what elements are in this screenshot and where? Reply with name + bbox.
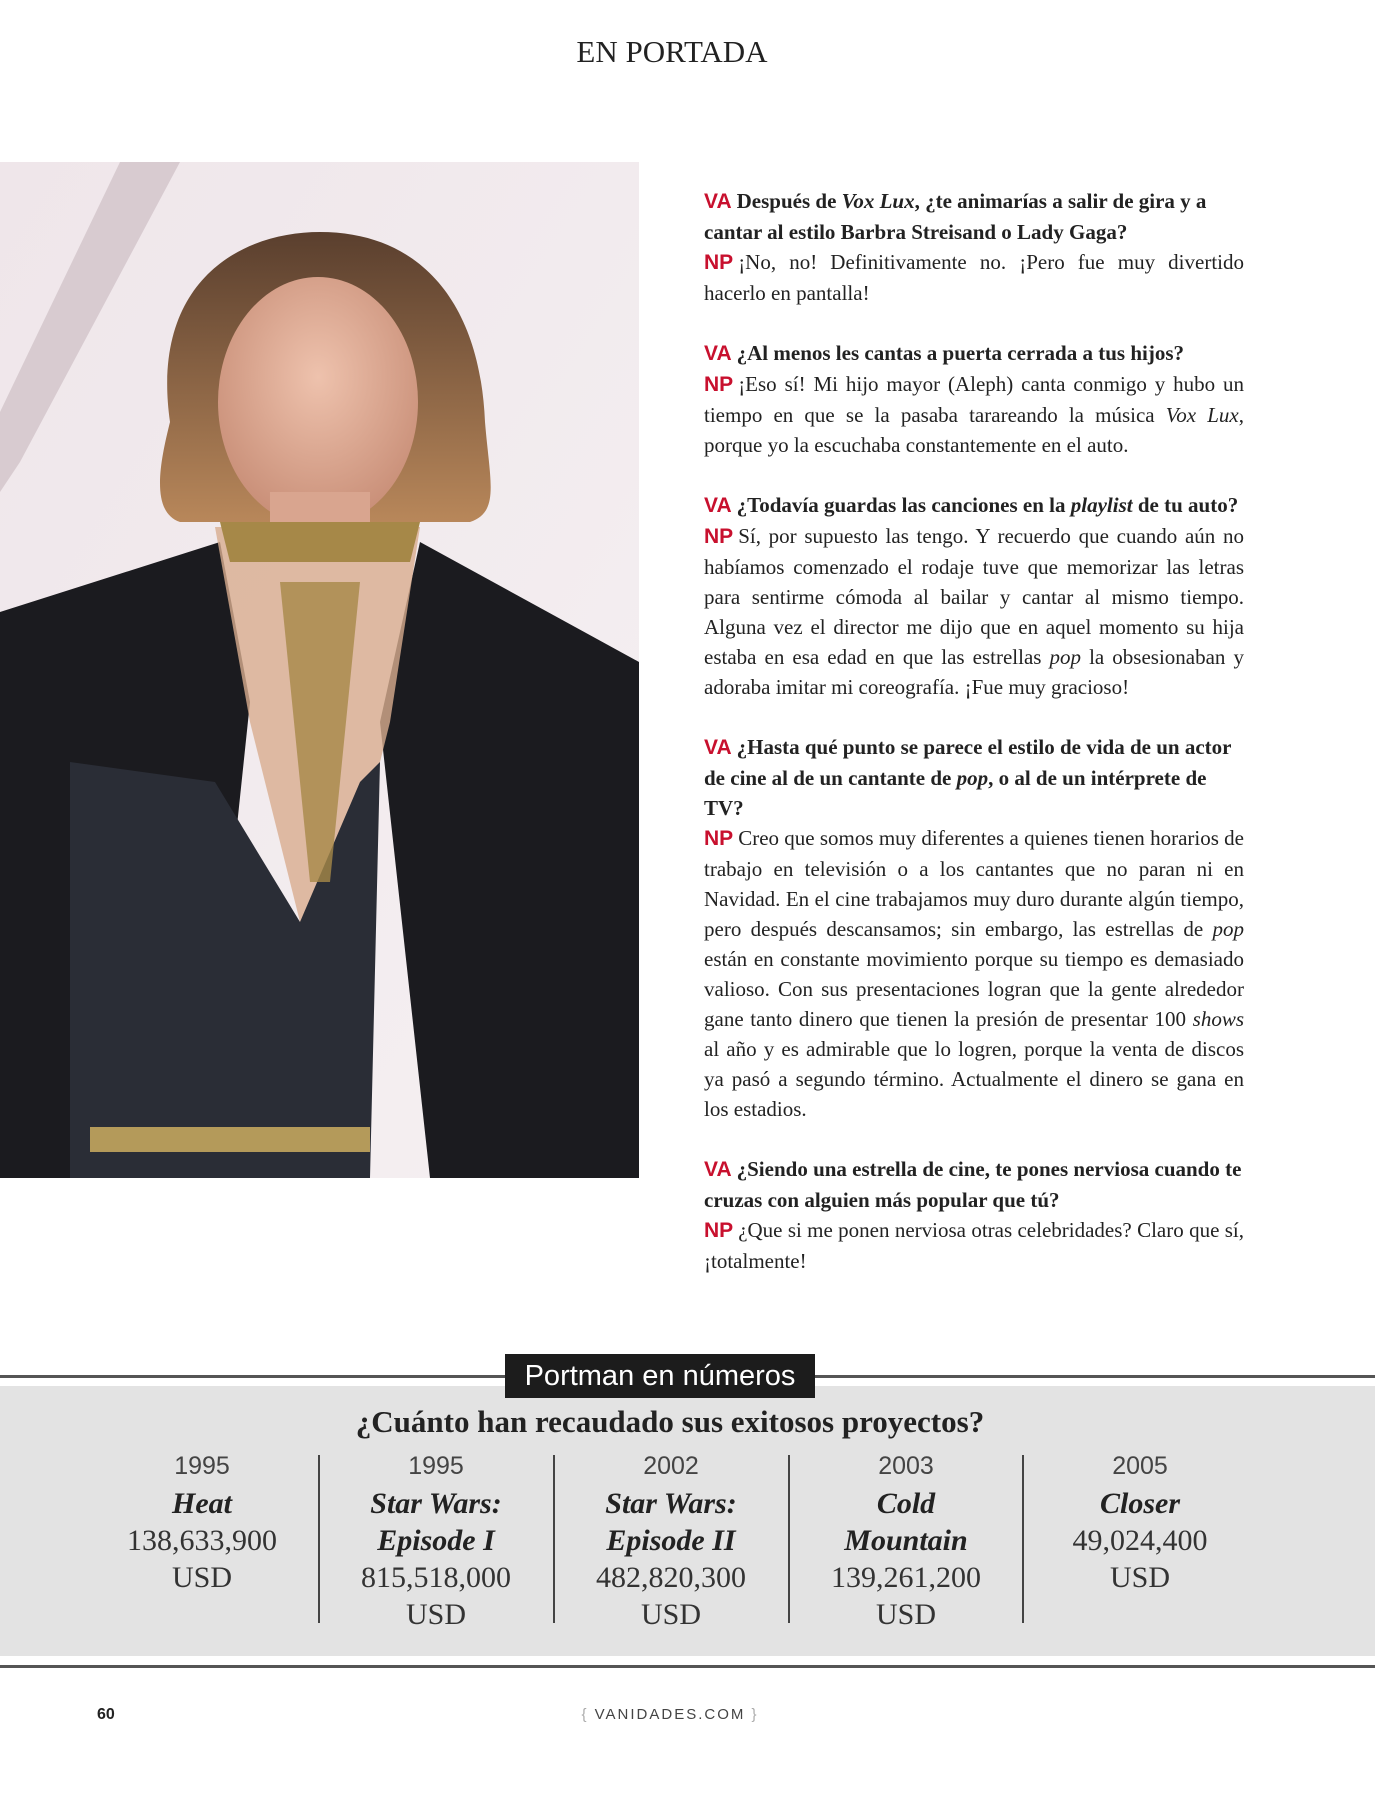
text-segment: ¿Todavía guardas las canciones en la — [736, 493, 1071, 517]
text-segment: Sí, por supuesto las tengo. Y recuerdo que cuando aún no habíamos comenzado el rodaje tuve que memorizar las letras para sentirme cómoda al bailar y cantar al mismo tiempo. Alguna vez el director me dijo que en aquel momento su hija estaba en esa edad en que las estrellas — [704, 524, 1244, 669]
cover-photo — [0, 162, 639, 1178]
question-tag: VA — [704, 494, 732, 517]
text-segment: ¡Eso sí! Mi hijo mayor (Aleph) canta conmigo y hubo un tiempo en que se la pasaba tarareando la música — [704, 372, 1244, 427]
currency: USD — [405, 1598, 466, 1631]
site-name: VANIDADES.COM — [594, 1706, 746, 1723]
amount: 815,518,000 — [361, 1561, 511, 1594]
answer-paragraph — [704, 521, 1244, 702]
text-segment: ¡No, no! Definitivamente no. ¡Pero fue muy divertido hacerlo en pantalla! — [704, 250, 1244, 305]
answer-tag: NP — [704, 251, 734, 274]
qa-block — [704, 186, 1244, 308]
currency: USD — [1109, 1561, 1170, 1594]
question-tag: VA — [704, 342, 732, 365]
text-segment: ¿Siendo una estrella de cine, te pones nerviosa cuando te cruzas con alguien más popular que tú? — [704, 1157, 1242, 1212]
qa-block — [704, 1154, 1244, 1276]
year: 1995 — [174, 1452, 230, 1480]
question-paragraph — [704, 338, 1244, 369]
year: 2002 — [643, 1452, 699, 1480]
numbers-label: Portman en números — [505, 1354, 815, 1398]
italic-text: pop — [956, 766, 989, 790]
numbers-column — [1025, 1448, 1255, 1596]
question-tag: VA — [704, 190, 732, 213]
year: 1995 — [408, 1452, 464, 1480]
qa-block — [704, 732, 1244, 1124]
amount: 49,024,400 — [1072, 1524, 1208, 1557]
answer-tag: NP — [704, 525, 734, 548]
text-segment: están en constante movimiento porque su tiempo es demasiado valioso. Con sus presentaciones logran que la gente alrededor gane tanto dinero que tienen la presión de presentar 100 — [704, 947, 1244, 1031]
question-paragraph — [704, 732, 1244, 823]
brace-close: } — [751, 1706, 759, 1723]
text-segment: Creo que somos muy diferentes a quienes tienen horarios de trabajo en televisión o a los cantantes que no paran ni en Navidad. En el cine trabajamos muy duro durante algún tiempo, pero después descansamos; sin embargo, las estrellas de — [704, 826, 1244, 941]
page-number: 60 — [97, 1706, 115, 1723]
currency: USD — [640, 1598, 701, 1631]
answer-paragraph — [704, 369, 1244, 460]
text-segment: , ¿te animarías a salir de gira y a cantar al estilo Barbra Streisand o Lady Gaga? — [704, 189, 1207, 244]
text-segment: la obsesionaban y adoraba imitar mi coreografía. ¡Fue muy gracioso! — [704, 645, 1244, 699]
question-tag: VA — [704, 736, 732, 759]
interview-text — [704, 186, 1244, 1306]
text-segment: Después de — [736, 189, 842, 213]
section-title: EN PORTADA — [576, 34, 768, 69]
answer-paragraph — [704, 247, 1244, 308]
text-segment: , o al de un intérprete de TV? — [704, 766, 1207, 820]
italic-text: pop — [1212, 917, 1244, 941]
italic-text: shows — [1192, 1007, 1244, 1031]
italic-text: Vox Lux — [1165, 403, 1239, 427]
column-divider — [318, 1455, 320, 1623]
question-paragraph — [704, 186, 1244, 247]
answer-paragraph — [704, 1215, 1244, 1276]
amount: 138,633,900 — [127, 1524, 277, 1557]
movie-title: Closer — [1099, 1487, 1180, 1520]
footer-site — [0, 1706, 1340, 1723]
qa-block — [704, 338, 1244, 460]
text-segment: , porque yo la escuchaba constantemente en el auto. — [704, 403, 1244, 457]
question-paragraph — [704, 490, 1244, 521]
answer-paragraph — [704, 823, 1244, 1124]
movie-title: Cold Mountain — [844, 1487, 968, 1557]
numbers-column — [321, 1448, 551, 1633]
numbers-column — [556, 1448, 786, 1633]
text-segment: de tu auto? — [1132, 493, 1239, 517]
amount: 482,820,300 — [596, 1561, 746, 1594]
movie-title: Star Wars: Episode I — [370, 1487, 502, 1557]
year: 2005 — [1112, 1452, 1168, 1480]
currency: USD — [875, 1598, 936, 1631]
text-segment: ¿Que si me ponen nerviosa otras celebridades? Claro que sí, ¡totalmente! — [704, 1218, 1244, 1273]
italic-text: Vox Lux — [841, 189, 915, 213]
column-divider — [788, 1455, 790, 1623]
italic-text: playlist — [1070, 493, 1133, 517]
question-paragraph — [704, 1154, 1244, 1215]
currency: USD — [171, 1561, 232, 1594]
column-divider — [1022, 1455, 1024, 1623]
year: 2003 — [878, 1452, 934, 1480]
movie-title: Star Wars: Episode II — [605, 1487, 737, 1557]
bottom-rule — [0, 1665, 1375, 1668]
question-tag: VA — [704, 1158, 732, 1181]
answer-tag: NP — [704, 373, 734, 396]
italic-text: pop — [1049, 645, 1082, 669]
text-segment: ¿Al menos les cantas a puerta cerrada a tus hijos? — [736, 341, 1185, 365]
amount: 139,261,200 — [831, 1561, 981, 1594]
answer-tag: NP — [704, 827, 734, 850]
qa-block — [704, 490, 1244, 702]
brace-open: { — [581, 1706, 589, 1723]
numbers-subtitle: ¿Cuánto han recaudado sus exitosos proyectos? — [355, 1404, 985, 1439]
numbers-column — [87, 1448, 317, 1596]
text-segment: ¿Hasta qué punto se parece el estilo de vida de un actor de cine al de un cantante de — [704, 735, 1232, 790]
text-segment: al año y es admirable que lo logren, porque la venta de discos ya pasó a segundo término. Actualmente el dinero se gana en los estadios. — [704, 1037, 1244, 1121]
numbers-column — [791, 1448, 1021, 1633]
column-divider — [553, 1455, 555, 1623]
movie-title: Heat — [172, 1487, 232, 1520]
answer-tag: NP — [704, 1219, 734, 1242]
